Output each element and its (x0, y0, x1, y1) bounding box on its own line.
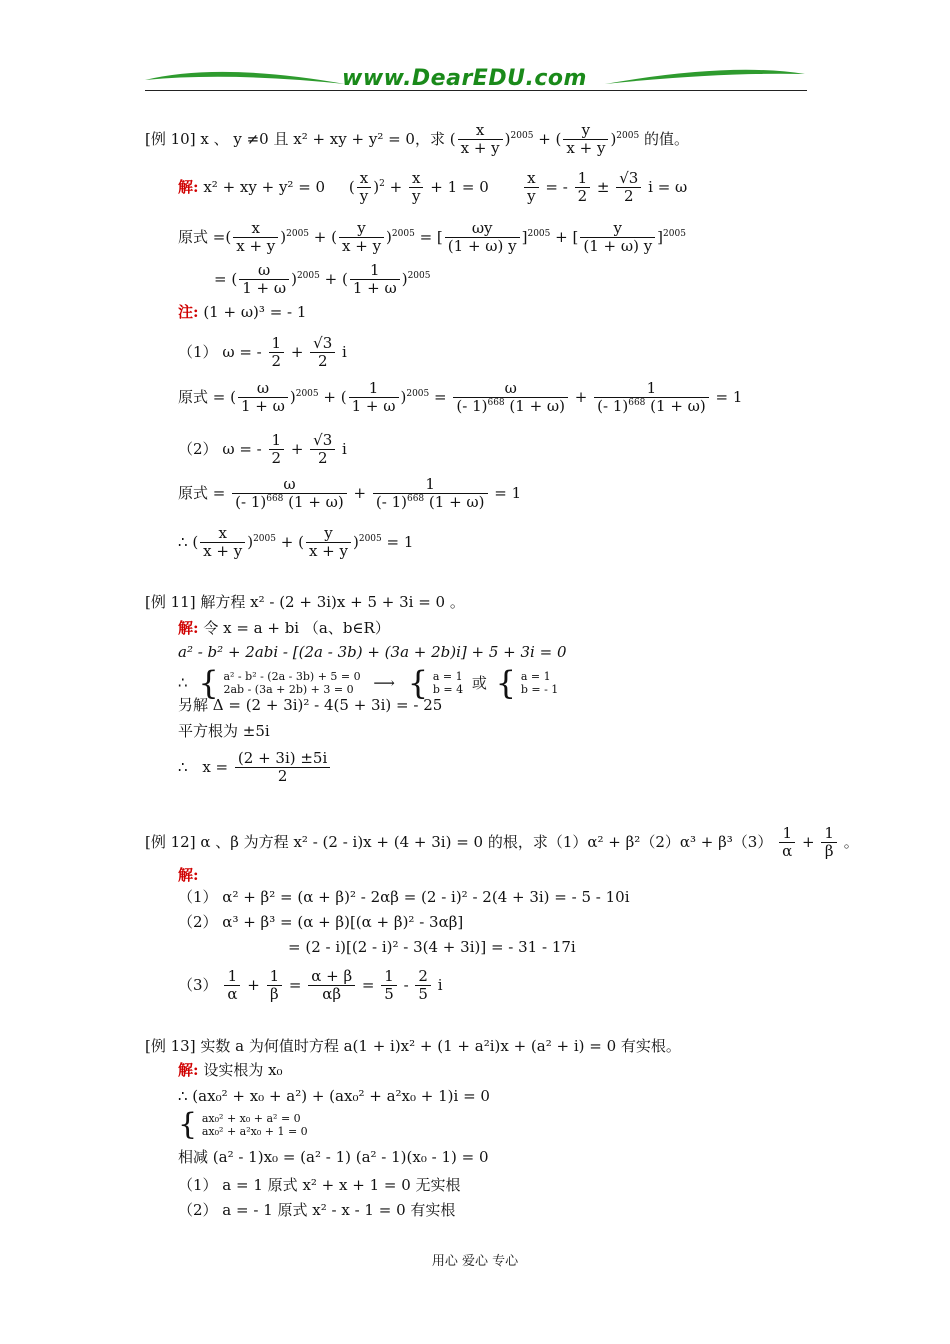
fraction: $\frac{2}{5}$ (415, 968, 431, 1004)
case-label: （3） (178, 975, 218, 994)
fraction: $\frac{1}{(- 1)^{668} (1 + \omega)}$ (373, 476, 488, 512)
ex10-tag: [例 10] (145, 129, 196, 148)
fraction: $\frac{1}{1 + \omega}$ (350, 262, 400, 298)
note-text: (1 + ω)³ = - 1 (203, 303, 307, 321)
solution-label: 解: (178, 619, 199, 637)
ex11-alt: 另解 Δ = (2 + 3i)² - 4(5 + 3i) = - 25 (178, 696, 443, 714)
fraction: $\frac{√3}{2}$ (310, 335, 335, 371)
fraction: $\frac{\omega y}{(1 + \omega) y}$ (445, 220, 520, 256)
fraction: $\frac{(2 + 3i) \pm 5i}{2}$ (235, 750, 330, 786)
fraction: $\frac{1}{2}$ (575, 170, 591, 206)
therefore-symbol: ∴ (178, 673, 188, 692)
orig-label: 原式 (178, 483, 209, 502)
fraction: $\frac{x}{y}$ (409, 170, 423, 206)
ex11-problem-text: 解方程 x² - (2 + 3i)x + 5 + 3i = 0 。 (200, 593, 465, 611)
fraction: $\frac{x}{y}$ (524, 170, 538, 206)
ex10-condition: x 、 y ≠0 且 x² + xy + y² = 0，求 (200, 129, 445, 148)
ex11-result (178, 750, 332, 786)
system-eq: a² - b² - (2a - 3b) + 5 = 0 (223, 669, 361, 683)
fraction: $\frac{1}{\alpha}$ (224, 968, 240, 1004)
ex10-case2: （2） ω = - $\frac{1}{2}$ + $\frac{√3}{2}$ i (178, 431, 347, 468)
ex12-solution-label: 解: (178, 866, 199, 884)
fraction: $\frac{1}{(- 1)^{668} (1 + \omega)}$ (594, 380, 709, 416)
solution-eq: b = 4 (432, 683, 464, 696)
orig-label: 原式 (178, 387, 209, 406)
fraction: $\frac{\omega}{(- 1)^{668} (1 + \omega)}$ (453, 380, 568, 416)
case-label: （1） (178, 342, 218, 361)
fraction: $\frac{\alpha + \beta}{\alpha\beta}$ (308, 968, 355, 1004)
ex10-solution-line1: 解: x² + xy + y² = 0 ( $\frac{x}{y}$ )$^2$ + $\frac{x}{y}$ + 1 = 0 $\frac{x}{y}$ = - $\frac{1}{2}$ ± $\frac{√3}{2}$ i = ω (178, 169, 688, 206)
ex12-line4: （3） $\frac{1}{\alpha}$ + $\frac{1}{\beta}$ = $\frac{\alpha + \beta}{\alpha\beta}$ = $\frac{1}{5}$ - $\frac{2}{5}$ i (178, 967, 443, 1004)
ex13-tag: [例 13] (145, 1037, 196, 1055)
fraction: $\frac{y}{x + y}$ (306, 525, 351, 561)
ex11-sqrt: 平方根为 ±5i (178, 722, 270, 740)
ex12-line1: （1） α² + β² = (α + β)² - 2αβ = (2 - i)² - 2(4 + 3i) = - 5 - 10i (178, 888, 630, 906)
note-label: 注: (178, 303, 199, 321)
ex13-problem-text: 实数 a 为何值时方程 a(1 + i)x² + (1 + a²i)x + (a² + i) = 0 有实根。 (200, 1037, 681, 1055)
ex11-tag: [例 11] (145, 593, 196, 611)
fraction: $\frac{1}{\alpha}$ (779, 825, 795, 861)
result-one: = 1 (386, 532, 414, 551)
arrow-icon: ⟶ (373, 673, 395, 692)
system-eq: ax₀² + x₀ + a² = 0 (201, 1111, 301, 1125)
solution-eq: a = 1 (520, 669, 551, 683)
fraction: $\frac{x}{y}$ (357, 170, 371, 206)
fraction: $\frac{\omega}{1 + \omega}$ (239, 262, 289, 298)
ex10-orig-line2: = ( $\frac{\omega}{1 + \omega}$ )$^{2005}$ + ( $\frac{1}{1 + \omega}$ )$^{2005}$ (214, 261, 431, 298)
header-rule (145, 90, 807, 91)
ex10-eq1: x² + xy + y² = 0 (203, 177, 326, 196)
therefore-symbol: ∴ (178, 532, 188, 551)
fraction: $\frac{1}{\beta}$ (267, 968, 283, 1004)
fraction: $\frac{√3}{2}$ (616, 170, 641, 206)
fraction: $\frac{x}{x + y}$ (458, 122, 503, 158)
ex11-let (178, 621, 390, 636)
footer-text: 用心 爱心 专心 (431, 1254, 519, 1269)
fraction: $\frac{y}{x + y}$ (339, 220, 384, 256)
ex13-system: { ax₀² + x₀ + a² = 0 ax₀² + a²x₀ + 1 = 0 (178, 1107, 308, 1142)
fraction: $\frac{1}{2}$ (269, 335, 285, 371)
ex13-line4: （2） a = - 1 原式 x² - x - 1 = 0 有实根 (178, 1201, 456, 1219)
ex11-problem (145, 595, 465, 610)
ex10-eq3: = ω (657, 177, 688, 196)
site-logo: www.DearEDU.com (342, 66, 587, 91)
solution-label: 解: (178, 177, 199, 196)
ex12-tag: [例 12] (145, 832, 196, 851)
ex13-line2: 相减 (a² - 1)x₀ = (a² - 1) (a² - 1)(x₀ - 1) = 0 (178, 1148, 489, 1166)
fraction: $\frac{1}{5}$ (381, 968, 397, 1004)
solution-label: 解: (178, 1061, 199, 1079)
ex13-line1: ∴ (ax₀² + x₀ + a²) + (ax₀² + a²x₀ + 1)i = 0 (178, 1087, 490, 1105)
fraction: $\frac{1}{1 + \omega}$ (349, 380, 399, 416)
ex10-case1-result: 原式 = ( $\frac{\omega}{1 + \omega}$ )$^{2005}$ + ( $\frac{1}{1 + \omega}$ )$^{2005}$ = $\frac{\omega}{(- 1)^{668} (1 + \omega)}$ + $\frac{1}{(- 1)^{668} (1 + \omega)}$ = 1 (178, 379, 743, 416)
ex10-case1: （1） ω = - $\frac{1}{2}$ + $\frac{√3}{2}$ i (178, 334, 347, 371)
case-label: （2） (178, 439, 218, 458)
solution-eq: b = - 1 (520, 683, 559, 696)
orig-label: 原式 (178, 227, 209, 246)
fraction: $\frac{1}{2}$ (269, 432, 285, 468)
result-one: = 1 (494, 483, 522, 502)
ex13-problem (145, 1039, 681, 1054)
ex10-orig-line1: 原式 =( $\frac{x}{x + y}$ )$^{2005}$ + ( $\frac{y}{x + y}$ )$^{2005}$ = [ $\frac{\omega y}{(1 + \omega) y}$ ]$^{2005}$ + [ $\frac{y}{(1 + \omega) y}$ ]$^{2005}$ (178, 219, 686, 256)
ex13-solution (178, 1063, 283, 1078)
ex12-line3: = (2 - i)[(2 - i)² - 3(4 + 3i)] = - 31 - 17i (288, 938, 576, 956)
fraction: $\frac{\omega}{(- 1)^{668} (1 + \omega)}$ (232, 476, 347, 512)
header-swoosh-left (140, 60, 350, 90)
ex13-sol-text: 设实根为 x₀ (203, 1061, 283, 1079)
x-equals: x = (202, 757, 229, 776)
ex11-expand: a² - b² + 2abi - [(2a - 3b) + (3a + 2b)i] + 5 + 3i = 0 (178, 643, 567, 661)
ex12-line2: （2） α³ + β³ = (α + β)[(α + β)² - 3αβ] (178, 913, 464, 931)
fraction: $\frac{y}{(1 + \omega) y}$ (580, 220, 655, 256)
solution-eq: a = 1 (432, 669, 463, 683)
or-label: 或 (471, 673, 487, 692)
ex12-problem: [例 12] α 、β 为方程 x² - (2 - i)x + (4 + 3i) = 0 的根，求（1）α² + β²（2）α³ + β³（3） $\frac{1}{\alpha}$ + $\frac{1}{\beta}$ 。 (145, 824, 859, 861)
system-eq: 2ab - (3a + 2b) + 3 = 0 (223, 683, 354, 696)
fraction: $\frac{√3}{2}$ (310, 432, 335, 468)
ex10-conclusion: ∴ ( $\frac{x}{x + y}$ )$^{2005}$ + ( $\frac{y}{x + y}$ )$^{2005}$ = 1 (178, 524, 414, 561)
ex13-line3: （1） a = 1 原式 x² + x + 1 = 0 无实根 (178, 1176, 461, 1194)
ex12-problem-text: α 、β 为方程 x² - (2 - i)x + (4 + 3i) = 0 的根，求（1）α² + β²（2）α³ + β³（3） (200, 832, 773, 851)
ex10-case2-result: 原式 = $\frac{\omega}{(- 1)^{668} (1 + \omega)}$ + $\frac{1}{(- 1)^{668} (1 + \omega)}$ = 1 (178, 475, 522, 512)
system-eq: ax₀² + a²x₀ + 1 = 0 (201, 1125, 308, 1138)
therefore-symbol: ∴ (178, 757, 188, 776)
ex10-problem: [例 10] x 、 y ≠0 且 x² + xy + y² = 0，求 ( $\frac{x}{x + y}$ )$^{2005}$ + ( $\frac{y}{x + y}$ )$^{2005}$ 的值。 (145, 121, 689, 158)
header-swoosh-right (600, 60, 810, 90)
fraction: $\frac{1}{\beta}$ (821, 825, 837, 861)
ex11-system: ∴ { a² - b² - (2a - 3b) + 5 = 0 2ab - (3a + 2b) + 3 = 0 ⟶ { a = 1 b = 4 或 { a = 1 b = - 1 (178, 664, 559, 702)
fraction: $\frac{y}{x + y}$ (563, 122, 608, 158)
fraction: $\frac{x}{x + y}$ (233, 220, 278, 256)
result-one: = 1 (715, 387, 743, 406)
fraction: $\frac{x}{x + y}$ (200, 525, 245, 561)
ex10-note (178, 305, 306, 320)
ex11-let-text: 令 x = a + bi （a、b∈R） (203, 619, 390, 637)
fraction: $\frac{\omega}{1 + \omega}$ (238, 380, 288, 416)
ex10-problem-end: 的值。 (643, 129, 689, 148)
